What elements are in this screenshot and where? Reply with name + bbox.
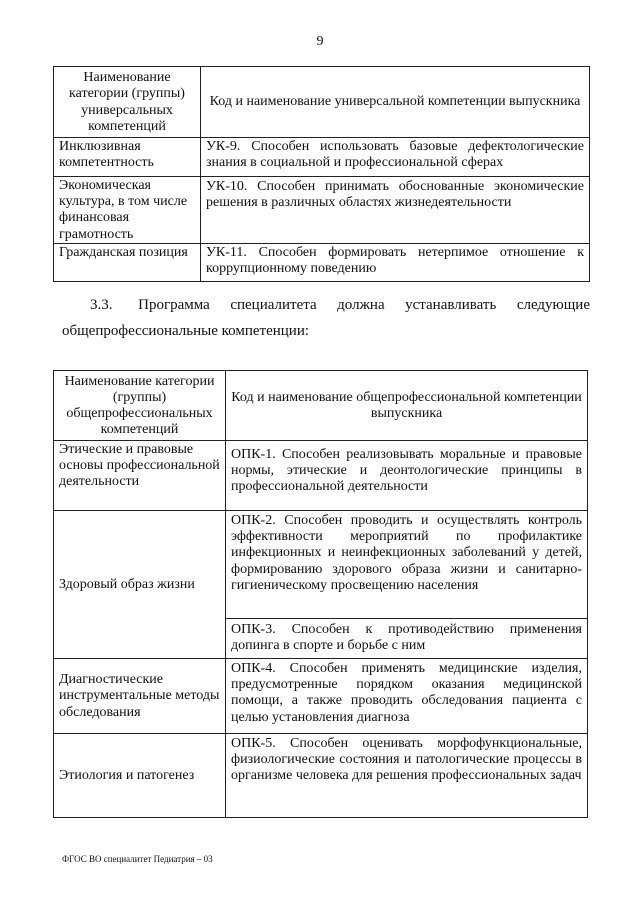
category-cell: Здоровый образ жизни <box>54 511 226 659</box>
footer: ФГОС ВО специалитет Педиатрия – 03 <box>62 854 213 864</box>
competency-cell: ОПК-1. Способен реализовывать моральные и правовые нормы, этические и деонтологические принципы в профессиональной деятельности <box>226 441 588 511</box>
category-cell: Диагностические инструментальные методы обследования <box>54 659 226 734</box>
category-cell: Этиология и патогенез <box>54 734 226 818</box>
table-row <box>54 659 588 734</box>
table-row <box>54 441 588 511</box>
competency-cell: ОПК-5. Способен оценивать морфофункциональные, физиологические состояния и патологические процессы в организме человека для решения профессиональных задач <box>226 734 588 818</box>
table-row <box>54 734 588 818</box>
header-category-cell: Наименование категории (группы) универсальных компетенций <box>54 67 201 138</box>
paragraph-second-line: общепрофессиональные компетенции: <box>62 323 310 339</box>
category-cell: Инклюзивная компетентность <box>54 138 201 177</box>
page-number: 9 <box>316 34 324 49</box>
competency-cell: ОПК-2. Способен проводить и осуществлять контроль эффективности мероприятий по профилактике инфекционных и неинфекционных заболеваний у детей, формированию здорового образа жизни и санитарно-гигиеническому просвещению населения <box>226 511 588 619</box>
header-code-cell: Код и наименование универсальной компетенции выпускника <box>201 67 590 138</box>
table-header-row <box>54 371 588 441</box>
opk-competencies-table <box>53 370 588 818</box>
paragraph-3-3 <box>62 292 590 344</box>
table-row <box>54 138 590 177</box>
paragraph-first-line: 3.3. Программа специалитета должна устанавливать следующие <box>90 297 590 313</box>
competency-cell: ОПК-3. Способен к противодействию применения допинга в спорте и борьбе с ним <box>226 619 588 659</box>
competency-cell: УК-9. Способен использовать базовые дефектологические знания в социальной и профессиональной сферах <box>201 138 590 177</box>
header-category-cell: Наименование категории (группы) общепрофессиональных компетенций <box>54 371 226 441</box>
competency-cell: ОПК-4. Способен применять медицинские изделия, предусмотренные порядком оказания медицинской помощи, а также проводить обследования пациента с целью установления диагноза <box>226 659 588 734</box>
header-code-cell: Код и наименование общепрофессиональной компетенции выпускника <box>226 371 588 441</box>
category-cell: Экономическая культура, в том числе финансовая грамотность <box>54 177 201 244</box>
category-cell: Гражданская позиция <box>54 243 201 281</box>
category-cell: Этические и правовые основы профессиональной деятельности <box>54 441 226 511</box>
table-row <box>54 511 588 619</box>
table-header-row <box>54 67 590 138</box>
table-row <box>54 177 590 244</box>
paragraph-number: 3.3. <box>90 297 113 313</box>
table-row <box>54 243 590 281</box>
competency-cell: УК-10. Способен принимать обоснованные экономические решения в различных областях жизнедеятельности <box>201 177 590 244</box>
competency-cell: УК-11. Способен формировать нетерпимое отношение к коррупционному поведению <box>201 243 590 281</box>
universal-competencies-table <box>53 66 590 282</box>
